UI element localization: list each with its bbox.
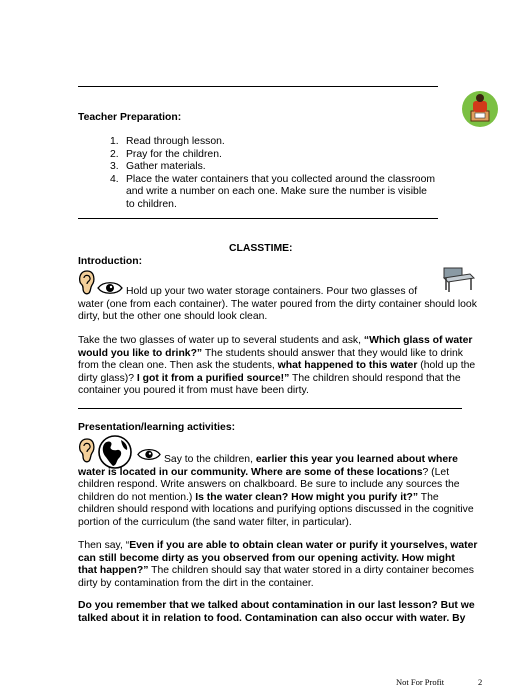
preparation-divider <box>78 218 438 219</box>
footer-text: Not For Profit <box>396 677 445 687</box>
reading-person-icon <box>460 89 500 129</box>
classtime-heading: CLASSTIME: <box>229 243 293 254</box>
introduction-paragraph-1: Hold up your two water storage containers. Pour two glasses of water (one from each container). The water poured from the dirty container should look dirty, but the other one should look clean. <box>78 286 477 323</box>
list-item: 1. Read through lesson. <box>110 136 225 147</box>
introduction-paragraph-2: Take the two glasses of water up to several students and ask, “Which glass of water would you like to drink?” The students should answer that they would like to drink from the clean one. Then ask the students, what happened to this water (hold up the dirty glass)? I got it from a purified source!” The children should respond that the container you poured it from must have been dirty. <box>78 335 476 397</box>
presentation-paragraph-2: Then say, “Even if you are able to obtain clean water or purify it yourselves, water can still become dirty as you observed from our opening activity. How might that happen?” The children should say that water stored in a dirty container becomes dirty by contamination from the dirt in the container. <box>78 540 478 589</box>
preparation-steps <box>110 136 440 212</box>
introduction-heading: Introduction: <box>78 256 143 267</box>
page-number: 2 <box>478 677 483 687</box>
presentation-paragraph-1: Say to the children, earlier this year you learned about where water is located in our community. Where are some of these locations? (Let children respond. Write answers on chalkboard. Be sure to include any sources the children do not mention.) Is the water clean? How might you purify it?” The children should respond with locations and purifying options discussed in the cognitive portion of the curriculum (the sand water filter, in particular). <box>78 454 474 528</box>
introduction-divider <box>78 408 462 409</box>
top-divider <box>78 86 438 87</box>
list-item: 2. Pray for the children. <box>110 148 222 160</box>
presentation-paragraph-3: Do you remember that we talked about contamination in our last lesson? But we talked about it in relation to food. Contamination can also occur with water. By <box>78 600 475 624</box>
list-item: 3. Gather materials. <box>110 161 206 173</box>
presentation-heading: Presentation/learning activities: <box>78 422 236 433</box>
teacher-preparation-heading: Teacher Preparation: <box>78 112 182 123</box>
list-item: 4. Place the water containers that you collected around the classroom and write a number on each one. Make sure the number is visible to children. <box>110 173 436 210</box>
